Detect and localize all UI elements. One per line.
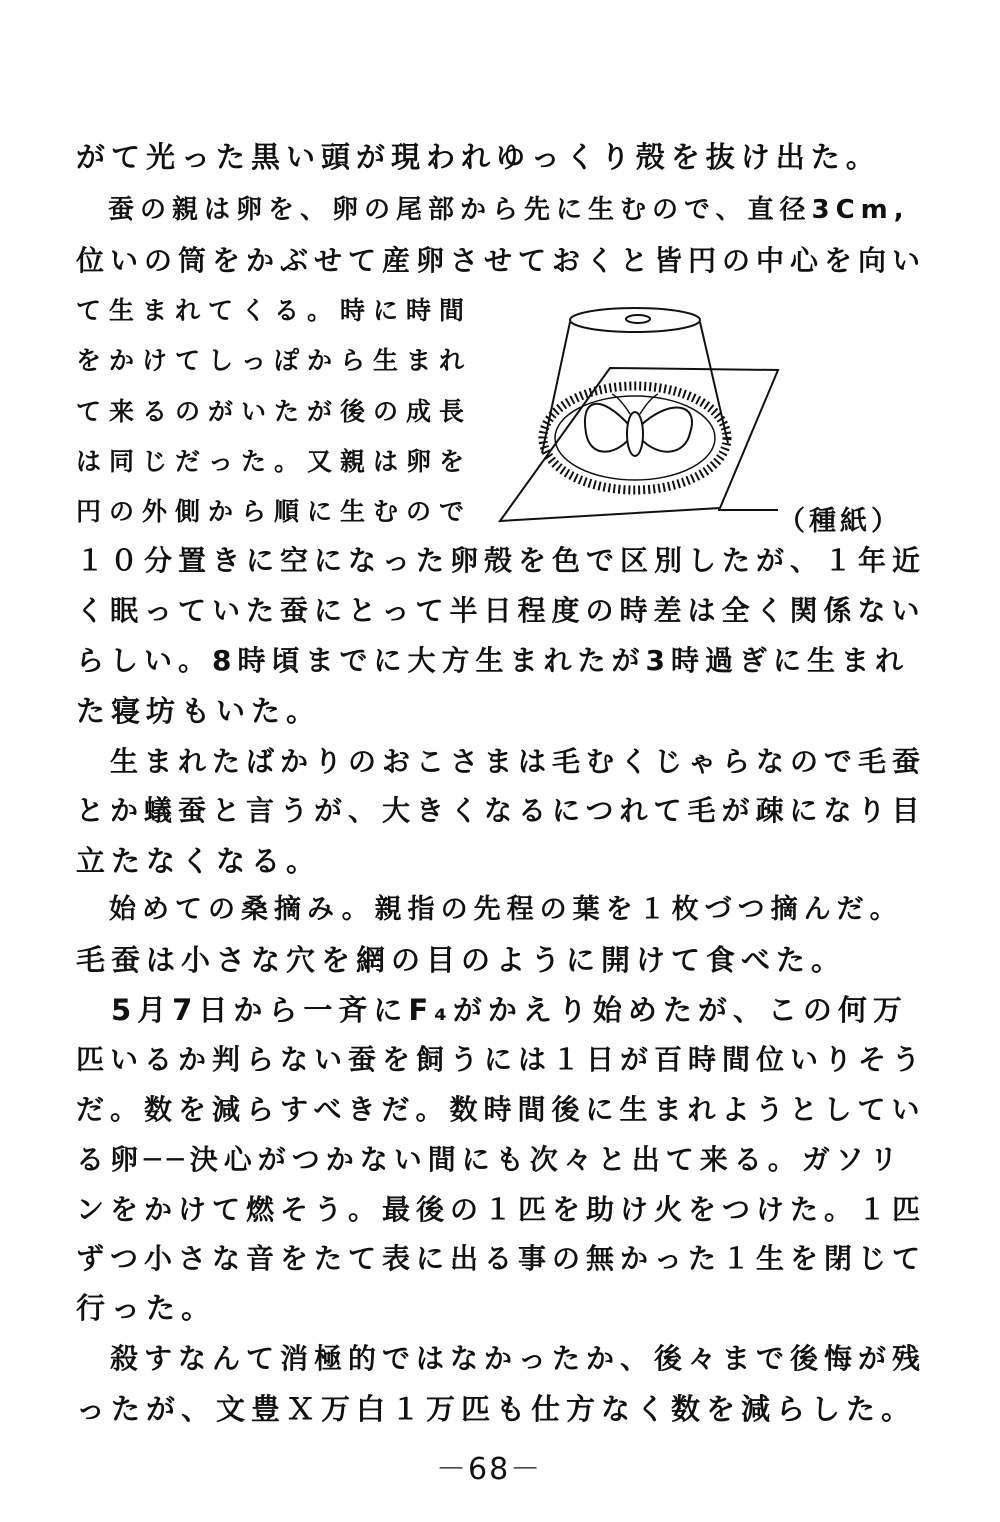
text-line: 匹いるか判らない蚕を飼うには１日が百時間位いりそう — [76, 1043, 927, 1076]
text-line: だ。数を減らすべきだ。数時間後に生まれようとしてい — [76, 1093, 926, 1126]
figure-caption: （種紙） — [778, 506, 902, 537]
text-line: １０分置きに空になった卵殻を色で区別したが、１年近 — [76, 544, 927, 577]
text-line: 蚕の親は卵を、卵の尾部から先に生むので、直径3Cm, — [76, 195, 910, 225]
moth-body — [627, 412, 643, 456]
text-line: 円の外側から順に生むので — [76, 497, 473, 526]
text-line: て生まれてくる。時に時間 — [76, 296, 473, 325]
text-line: 毛蚕は小さな穴を網の目のように開けて食べた。 — [76, 943, 847, 977]
text-line: る卵──決心がつかない間にも次々と出て来る。ガソリ — [76, 1143, 904, 1176]
text-line: をかけてしっぽから生まれ — [76, 346, 473, 375]
text-line: く眠っていた蚕にとって半日程度の時差は全く関係ない — [76, 594, 926, 627]
text-line: て来るのがいたが後の成長 — [76, 397, 473, 426]
text-line: は同じだった。又親は卵を — [76, 447, 473, 476]
text-line: 生まれたばかりのおこさまは毛むくじゃらなので毛蚕 — [76, 745, 927, 778]
text-line: ンをかけて燃そう。最後の１匹を助け火をつけた。１匹 — [76, 1193, 927, 1226]
cup-top — [570, 308, 700, 332]
text-line: 5月7日から一斉にF₄がかえり始めたが、この何万 — [76, 993, 908, 1027]
text-line: 殺すなんて消極的ではなかったか、後々まで後悔が残 — [76, 1342, 927, 1375]
text-line: がて光った黒い頭が現われゆっくり殻を抜け出た。 — [76, 140, 881, 174]
moth-left-wing — [585, 404, 630, 452]
page-number: －68－ — [436, 1452, 543, 1487]
text-line: 位いの筒をかぶせて産卵させておくと皆円の中心を向い — [76, 244, 927, 277]
text-line: ったが、文豊Ｘ万白１万匹も仕方なく数を減らした。 — [76, 1392, 917, 1426]
text-line: 行った。 — [76, 1291, 217, 1325]
text-line: 立たなくなる。 — [76, 844, 322, 878]
text-line: 始めての桑摘み。親指の先程の葉を１枚づつ摘んだ。 — [76, 894, 903, 925]
text-line: らしい。8時頃までに大方生まれたが3時過ぎに生まれ — [76, 644, 909, 677]
moth-right-wing — [640, 408, 692, 452]
text-line: とか蟻蚕と言うが、大きくなるにつれて毛が疎になり目 — [76, 794, 926, 827]
text-line: た寝坊もいた。 — [76, 694, 322, 728]
egg-card-cup-illustration — [490, 298, 790, 528]
text-line: ずつ小さな音をたて表に出る事の無かった１生を閉じて — [76, 1242, 927, 1275]
